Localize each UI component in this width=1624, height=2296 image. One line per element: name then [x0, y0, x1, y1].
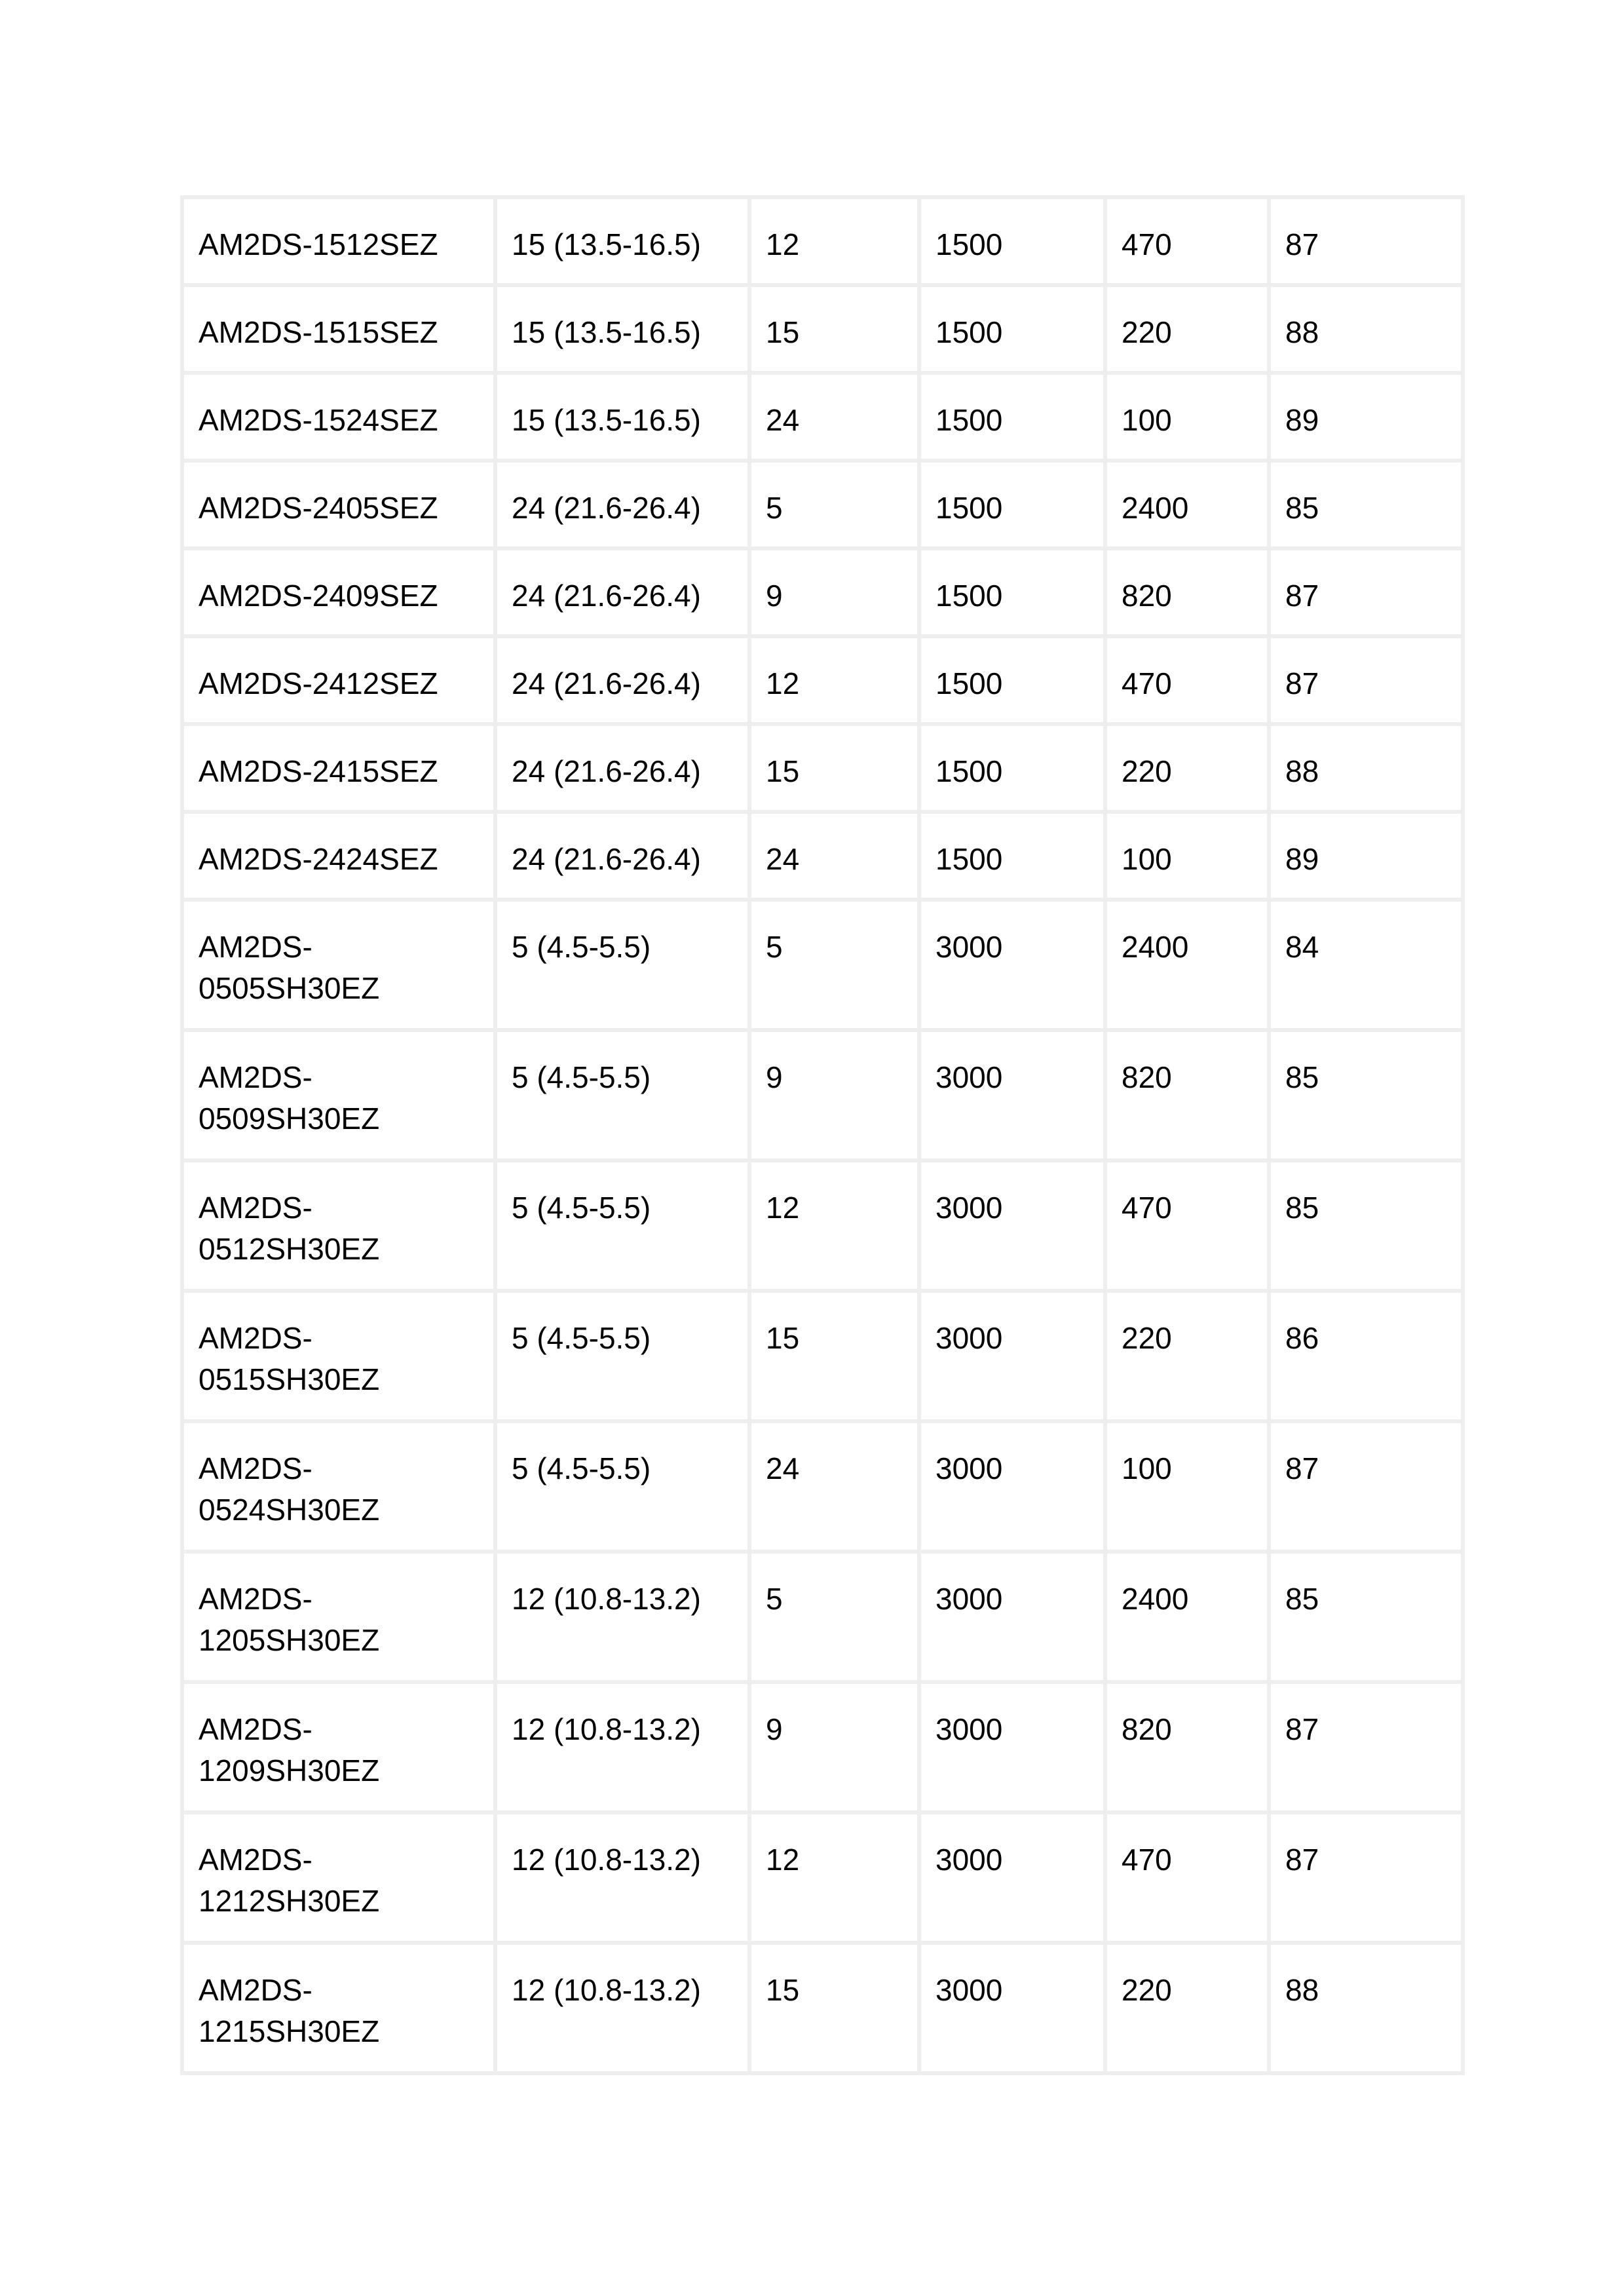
cell-model: AM2DS-0524SH30EZ: [182, 1421, 495, 1552]
cell-input-voltage: 5 (4.5-5.5): [495, 900, 749, 1030]
cell-efficiency: 85: [1269, 1030, 1463, 1160]
cell-efficiency: 87: [1269, 636, 1463, 724]
cell-model: AM2DS-2424SEZ: [182, 812, 495, 900]
cell-isolation: 1500: [919, 812, 1105, 900]
cell-input-voltage: 24 (21.6-26.4): [495, 461, 749, 548]
table-row: [182, 1552, 1463, 1682]
cell-model: AM2DS-2412SEZ: [182, 636, 495, 724]
cell-input-voltage: 15 (13.5-16.5): [495, 285, 749, 373]
cell-input-voltage: 5 (4.5-5.5): [495, 1030, 749, 1160]
cell-capacitive-load: 470: [1105, 197, 1269, 285]
cell-output-voltage: 15: [749, 1943, 919, 2073]
cell-output-voltage: 24: [749, 1421, 919, 1552]
table-row: [182, 900, 1463, 1030]
cell-capacitive-load: 470: [1105, 1812, 1269, 1943]
cell-output-voltage: 9: [749, 1682, 919, 1812]
spec-table-body: [182, 197, 1463, 2073]
cell-isolation: 1500: [919, 461, 1105, 548]
cell-isolation: 3000: [919, 1943, 1105, 2073]
cell-input-voltage: 5 (4.5-5.5): [495, 1421, 749, 1552]
cell-efficiency: 87: [1269, 1421, 1463, 1552]
table-row: [182, 461, 1463, 548]
cell-isolation: 3000: [919, 1812, 1105, 1943]
cell-model: AM2DS-0512SH30EZ: [182, 1160, 495, 1291]
spec-table: [180, 195, 1465, 2075]
cell-input-voltage: 5 (4.5-5.5): [495, 1160, 749, 1291]
cell-input-voltage: 12 (10.8-13.2): [495, 1682, 749, 1812]
table-row: [182, 812, 1463, 900]
table-row: [182, 1160, 1463, 1291]
cell-efficiency: 85: [1269, 461, 1463, 548]
cell-input-voltage: 24 (21.6-26.4): [495, 724, 749, 812]
cell-input-voltage: 24 (21.6-26.4): [495, 812, 749, 900]
cell-isolation: 1500: [919, 724, 1105, 812]
cell-output-voltage: 15: [749, 724, 919, 812]
cell-isolation: 3000: [919, 900, 1105, 1030]
cell-isolation: 1500: [919, 197, 1105, 285]
cell-output-voltage: 15: [749, 285, 919, 373]
cell-input-voltage: 15 (13.5-16.5): [495, 197, 749, 285]
cell-isolation: 1500: [919, 548, 1105, 636]
cell-output-voltage: 12: [749, 1812, 919, 1943]
cell-output-voltage: 12: [749, 1160, 919, 1291]
cell-efficiency: 86: [1269, 1291, 1463, 1421]
cell-input-voltage: 24 (21.6-26.4): [495, 636, 749, 724]
cell-model: AM2DS-1205SH30EZ: [182, 1552, 495, 1682]
cell-capacitive-load: 220: [1105, 1943, 1269, 2073]
table-row: [182, 1812, 1463, 1943]
cell-model: AM2DS-0515SH30EZ: [182, 1291, 495, 1421]
cell-capacitive-load: 470: [1105, 636, 1269, 724]
cell-isolation: 3000: [919, 1421, 1105, 1552]
cell-model: AM2DS-2415SEZ: [182, 724, 495, 812]
cell-output-voltage: 9: [749, 548, 919, 636]
cell-output-voltage: 24: [749, 812, 919, 900]
cell-isolation: 3000: [919, 1291, 1105, 1421]
cell-capacitive-load: 820: [1105, 1030, 1269, 1160]
cell-efficiency: 87: [1269, 1682, 1463, 1812]
cell-capacitive-load: 100: [1105, 373, 1269, 461]
cell-input-voltage: 12 (10.8-13.2): [495, 1552, 749, 1682]
cell-capacitive-load: 2400: [1105, 1552, 1269, 1682]
cell-output-voltage: 15: [749, 1291, 919, 1421]
cell-input-voltage: 12 (10.8-13.2): [495, 1943, 749, 2073]
cell-capacitive-load: 100: [1105, 812, 1269, 900]
cell-isolation: 1500: [919, 285, 1105, 373]
cell-isolation: 1500: [919, 636, 1105, 724]
cell-efficiency: 88: [1269, 1943, 1463, 2073]
cell-capacitive-load: 220: [1105, 1291, 1269, 1421]
cell-isolation: 3000: [919, 1030, 1105, 1160]
cell-isolation: 3000: [919, 1552, 1105, 1682]
cell-model: AM2DS-0505SH30EZ: [182, 900, 495, 1030]
cell-capacitive-load: 100: [1105, 1421, 1269, 1552]
cell-efficiency: 89: [1269, 812, 1463, 900]
cell-efficiency: 89: [1269, 373, 1463, 461]
cell-isolation: 3000: [919, 1160, 1105, 1291]
cell-output-voltage: 5: [749, 900, 919, 1030]
table-row: [182, 373, 1463, 461]
cell-capacitive-load: 220: [1105, 724, 1269, 812]
cell-model: AM2DS-1515SEZ: [182, 285, 495, 373]
cell-output-voltage: 12: [749, 197, 919, 285]
cell-input-voltage: 15 (13.5-16.5): [495, 373, 749, 461]
cell-efficiency: 88: [1269, 724, 1463, 812]
cell-input-voltage: 5 (4.5-5.5): [495, 1291, 749, 1421]
cell-capacitive-load: 2400: [1105, 461, 1269, 548]
table-row: [182, 636, 1463, 724]
cell-efficiency: 85: [1269, 1552, 1463, 1682]
cell-capacitive-load: 820: [1105, 1682, 1269, 1812]
cell-model: AM2DS-1209SH30EZ: [182, 1682, 495, 1812]
cell-output-voltage: 9: [749, 1030, 919, 1160]
cell-capacitive-load: 820: [1105, 548, 1269, 636]
cell-capacitive-load: 220: [1105, 285, 1269, 373]
cell-model: AM2DS-1524SEZ: [182, 373, 495, 461]
cell-model: AM2DS-2409SEZ: [182, 548, 495, 636]
cell-capacitive-load: 2400: [1105, 900, 1269, 1030]
cell-model: AM2DS-0509SH30EZ: [182, 1030, 495, 1160]
cell-model: AM2DS-1215SH30EZ: [182, 1943, 495, 2073]
cell-model: AM2DS-1212SH30EZ: [182, 1812, 495, 1943]
cell-efficiency: 84: [1269, 900, 1463, 1030]
table-row: [182, 1030, 1463, 1160]
table-row: [182, 724, 1463, 812]
cell-input-voltage: 12 (10.8-13.2): [495, 1812, 749, 1943]
cell-output-voltage: 12: [749, 636, 919, 724]
cell-model: AM2DS-1512SEZ: [182, 197, 495, 285]
cell-model: AM2DS-2405SEZ: [182, 461, 495, 548]
table-row: [182, 548, 1463, 636]
cell-efficiency: 85: [1269, 1160, 1463, 1291]
cell-isolation: 1500: [919, 373, 1105, 461]
cell-efficiency: 87: [1269, 548, 1463, 636]
cell-output-voltage: 5: [749, 1552, 919, 1682]
table-row: [182, 1943, 1463, 2073]
cell-efficiency: 87: [1269, 1812, 1463, 1943]
table-row: [182, 197, 1463, 285]
cell-efficiency: 87: [1269, 197, 1463, 285]
table-row: [182, 1421, 1463, 1552]
cell-output-voltage: 5: [749, 461, 919, 548]
cell-output-voltage: 24: [749, 373, 919, 461]
cell-efficiency: 88: [1269, 285, 1463, 373]
table-row: [182, 285, 1463, 373]
cell-input-voltage: 24 (21.6-26.4): [495, 548, 749, 636]
cell-capacitive-load: 470: [1105, 1160, 1269, 1291]
table-row: [182, 1682, 1463, 1812]
cell-isolation: 3000: [919, 1682, 1105, 1812]
table-row: [182, 1291, 1463, 1421]
